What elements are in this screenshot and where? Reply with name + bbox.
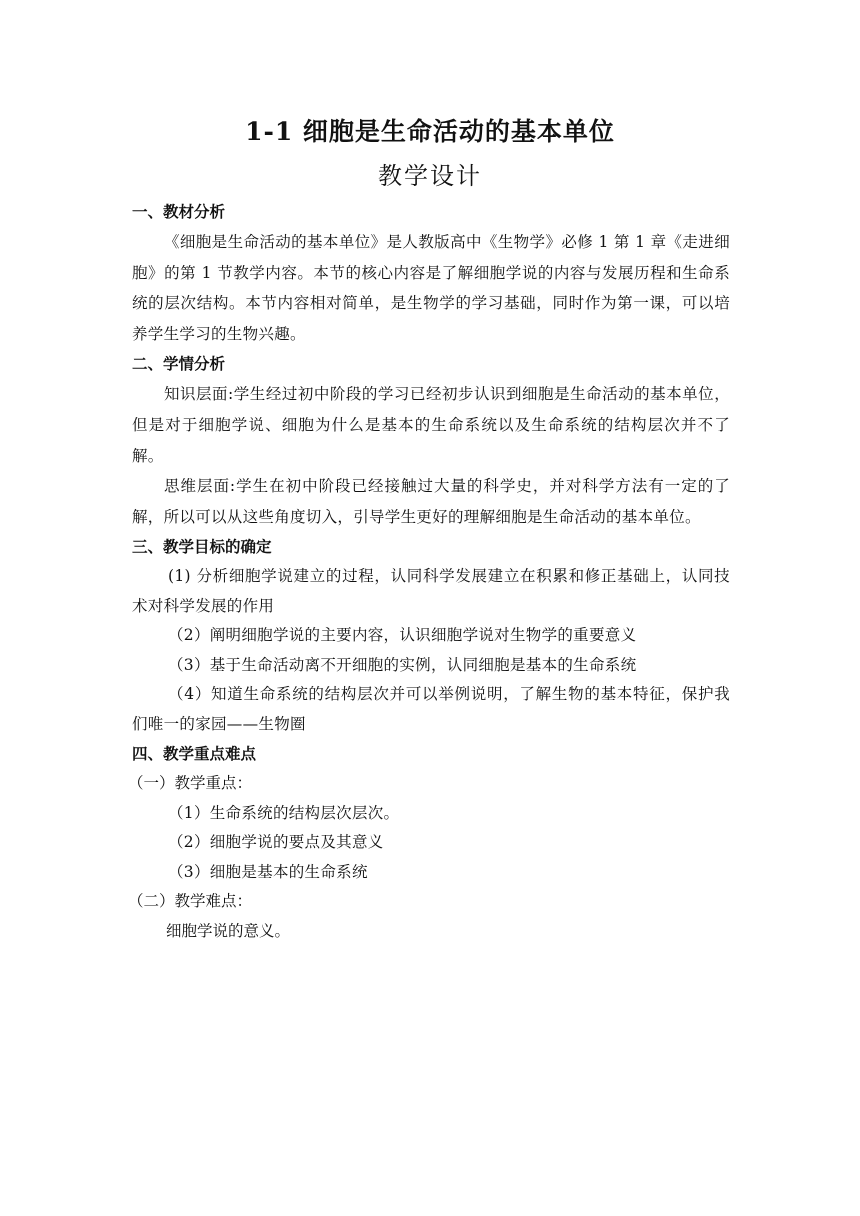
document-body (128, 197, 730, 946)
textbook-analysis-paragraph: 《细胞是生命活动的基本单位》是人教版高中《生物学》必修 1 第 1 章《走进细胞》的第 1 节教学内容。本节的核心内容是了解细胞学说的内容与发展历程和生命系统的层次结构。本节内容相对简单，是生物学的学习基础，同时作为第一课，可以培养学生学习的生物兴趣。 (132, 233, 730, 343)
document-title: 1-1 细胞是生命活动的基本单位 (245, 117, 615, 146)
knowledge-level-paragraph: 知识层面:学生经过初中阶段的学习已经初步认识到细胞是生命活动的基本单位，但是对于细胞学说、细胞为什么是基本的生命系统以及生命系统的结构层次并不了解。 (132, 385, 730, 465)
goal-item-4: （4）知道生命系统的结构层次并可以举例说明，了解生物的基本特征，保护我们唯一的家园——生物圈 (132, 685, 730, 733)
key-point-1: （1）生命系统的结构层次层次。 (168, 803, 400, 822)
thinking-level-paragraph: 思维层面:学生在初中阶段已经接触过大量的科学史，并对科学方法有一定的了解，所以可以从这些角度切入，引导学生更好的理解细胞是生命活动的基本单位。 (132, 477, 730, 526)
difficult-points-subheading: （二）教学难点： (128, 892, 253, 911)
section-heading-learner-analysis: 二、学情分析 (132, 354, 226, 374)
difficult-point-1: 细胞学说的意义。 (166, 921, 291, 940)
section-heading-key-difficult-points: 四、教学重点难点 (132, 744, 257, 764)
goal-item-3: （3）基于生命活动离不开细胞的实例，认同细胞是基本的生命系统 (168, 655, 637, 674)
document-subtitle: 教学设计 (378, 162, 482, 190)
key-point-3: （3）细胞是基本的生命系统 (168, 862, 368, 881)
goal-item-2: （2）阐明细胞学说的主要内容，认识细胞学说对生物学的重要意义 (168, 626, 637, 645)
key-point-2: （2）细胞学说的要点及其意义 (168, 833, 384, 852)
section-heading-textbook-analysis: 一、教材分析 (132, 202, 226, 221)
section-heading-teaching-goals: 三、教学目标的确定 (132, 537, 272, 557)
key-points-subheading: （一）教学重点： (128, 774, 253, 793)
goal-item-1: (1) 分析细胞学说建立的过程，认同科学发展建立在积累和修正基础上，认同技术对科学发展的作用 (132, 567, 730, 615)
